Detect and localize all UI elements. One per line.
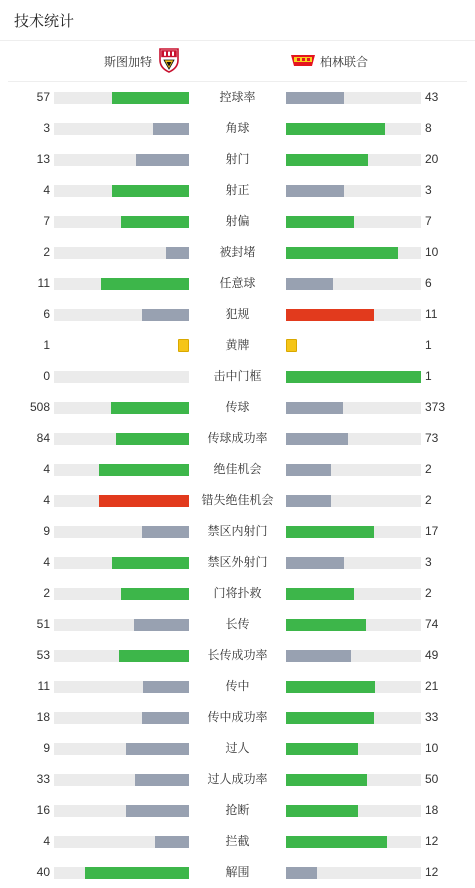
stat-label: 拦截 <box>225 834 250 848</box>
home-stat-bar-fill <box>142 712 189 724</box>
away-stat-value: 2 <box>425 586 432 600</box>
yellow-card-icon <box>286 339 297 352</box>
stat-row <box>0 547 475 578</box>
home-stat-bar-track <box>54 402 189 414</box>
home-stat-value: 84 <box>36 431 50 445</box>
stat-row <box>0 764 475 795</box>
home-stat-bar-track <box>54 185 189 197</box>
home-stat-value: 2 <box>43 586 50 600</box>
home-stat-bar-track <box>54 526 189 538</box>
away-stat-bar-fill <box>286 526 374 538</box>
away-stat-value: 1 <box>425 338 432 352</box>
home-stat-value: 40 <box>36 865 50 879</box>
away-stat-bar-track <box>286 681 421 693</box>
away-stat-bar-track <box>286 433 421 445</box>
away-stat-value: 7 <box>425 214 432 228</box>
stat-label: 任意球 <box>219 276 256 290</box>
stat-label: 过人成功率 <box>207 772 268 786</box>
away-stat-value: 17 <box>425 524 439 538</box>
home-stat-bar-track <box>54 92 189 104</box>
stat-label: 解围 <box>225 865 250 879</box>
home-stat-bar-fill <box>101 278 189 290</box>
home-stat-bar-fill <box>134 619 189 631</box>
home-stat-bar-fill <box>142 309 189 321</box>
away-stat-value: 2 <box>425 462 432 476</box>
home-stat-bar-fill <box>116 433 189 445</box>
away-stat-value: 3 <box>425 555 432 569</box>
home-stat-bar-fill <box>112 185 189 197</box>
away-stat-bar-track <box>286 92 421 104</box>
home-stat-value: 4 <box>43 462 50 476</box>
away-stat-value: 20 <box>425 152 439 166</box>
yellow-card-icon <box>178 339 189 352</box>
away-stat-bar-fill <box>286 836 387 848</box>
stat-row <box>0 454 475 485</box>
home-stat-bar-track <box>54 247 189 259</box>
stat-label: 射门 <box>225 152 250 166</box>
stat-row <box>0 268 475 299</box>
home-stat-bar-track <box>54 681 189 693</box>
away-stat-bar-fill <box>286 402 343 414</box>
away-stat-value: 33 <box>425 710 439 724</box>
stat-row <box>0 330 475 361</box>
home-stat-bar-fill <box>126 743 189 755</box>
stat-label: 禁区内射门 <box>207 524 268 538</box>
section-title: 技术统计 <box>14 12 75 30</box>
away-stat-bar-fill <box>286 588 354 600</box>
stat-row <box>0 702 475 733</box>
home-stat-value: 16 <box>36 803 50 817</box>
stat-label: 角球 <box>225 121 250 135</box>
home-stat-bar-fill <box>155 836 189 848</box>
home-stat-bar-fill <box>135 774 189 786</box>
stat-label: 错失绝佳机会 <box>201 493 274 507</box>
home-stat-value: 7 <box>43 214 50 228</box>
stat-label: 长传成功率 <box>207 648 268 662</box>
away-stat-bar-fill <box>286 681 375 693</box>
away-stat-bar-track <box>286 867 421 879</box>
away-stat-bar-track <box>286 309 421 321</box>
away-stat-value: 74 <box>425 617 439 631</box>
away-stat-bar-track <box>286 712 421 724</box>
away-stat-bar-fill <box>286 433 348 445</box>
away-stat-value: 50 <box>425 772 439 786</box>
away-stat-bar-track <box>286 650 421 662</box>
home-stat-value: 53 <box>36 648 50 662</box>
home-stat-bar-track <box>54 557 189 569</box>
home-stat-bar-fill <box>85 867 189 879</box>
home-stat-bar-track <box>54 278 189 290</box>
home-stat-bar-track <box>54 464 189 476</box>
away-team[interactable] <box>290 41 368 81</box>
home-stat-value: 18 <box>36 710 50 724</box>
away-stat-value: 43 <box>425 90 439 104</box>
away-stat-value: 2 <box>425 493 432 507</box>
stat-label: 被封堵 <box>219 245 256 259</box>
stat-label: 门将扑救 <box>213 586 262 600</box>
away-stat-bar-fill <box>286 92 344 104</box>
away-stat-bar-track <box>286 464 421 476</box>
home-stat-value: 57 <box>36 90 50 104</box>
away-stat-value: 10 <box>425 741 439 755</box>
stat-row <box>0 392 475 423</box>
away-stat-bar-track <box>286 216 421 228</box>
stat-row <box>0 671 475 702</box>
home-stat-bar-track <box>54 588 189 600</box>
away-stat-bar-fill <box>286 805 358 817</box>
home-stat-value: 9 <box>43 741 50 755</box>
away-stat-value: 1 <box>425 369 432 383</box>
away-stat-bar-track <box>286 836 421 848</box>
home-stat-bar-track <box>54 712 189 724</box>
home-stat-value: 4 <box>43 834 50 848</box>
away-stat-bar-fill <box>286 712 374 724</box>
away-stat-value: 21 <box>425 679 439 693</box>
away-stat-bar-fill <box>286 464 331 476</box>
home-stat-value: 4 <box>43 493 50 507</box>
stat-label: 传球成功率 <box>207 431 268 445</box>
stat-label: 控球率 <box>219 90 256 104</box>
stat-row <box>0 578 475 609</box>
home-stat-value: 9 <box>43 524 50 538</box>
stat-row <box>0 82 475 113</box>
stat-row <box>0 144 475 175</box>
stat-label: 射偏 <box>225 214 250 228</box>
away-stat-value: 18 <box>425 803 439 817</box>
away-team-name: 柏林联合 <box>320 54 369 69</box>
home-stat-value: 33 <box>36 772 50 786</box>
home-stat-bar-track <box>54 495 189 507</box>
home-stat-bar-fill <box>121 216 189 228</box>
away-stat-bar-track <box>286 278 421 290</box>
home-stat-bar-track <box>54 867 189 879</box>
away-stat-bar-track <box>286 247 421 259</box>
home-stat-bar-track <box>54 650 189 662</box>
home-stat-value: 11 <box>37 679 50 693</box>
stat-row <box>0 361 475 392</box>
stat-row <box>0 206 475 237</box>
stat-row <box>0 237 475 268</box>
home-stat-value: 4 <box>43 183 50 197</box>
home-stat-bar-fill <box>99 495 189 507</box>
home-stat-value: 13 <box>36 152 50 166</box>
stat-row <box>0 795 475 826</box>
away-stat-bar-track <box>286 371 421 383</box>
vfb-stuttgart-crest-icon <box>158 47 180 76</box>
away-stat-bar-fill <box>286 309 374 321</box>
home-stat-value: 51 <box>36 617 50 631</box>
home-stat-bar-fill <box>99 464 189 476</box>
home-stat-bar-track <box>54 371 189 383</box>
away-stat-bar-track <box>286 557 421 569</box>
home-stat-bar-fill <box>111 402 189 414</box>
stat-label: 黄牌 <box>225 338 250 352</box>
away-stat-bar-track <box>286 123 421 135</box>
home-stat-value: 3 <box>43 121 50 135</box>
away-stat-bar-fill <box>286 371 421 383</box>
away-stat-value: 12 <box>425 865 439 879</box>
home-stat-value: 1 <box>43 338 50 352</box>
home-stat-bar-fill <box>112 557 189 569</box>
home-stat-bar-track <box>54 805 189 817</box>
away-stat-bar-track <box>286 588 421 600</box>
away-stat-value: 10 <box>425 245 439 259</box>
away-stat-bar-track <box>286 743 421 755</box>
home-stat-bar-fill <box>119 650 189 662</box>
home-stat-bar-track <box>54 774 189 786</box>
away-stat-bar-fill <box>286 774 367 786</box>
home-stat-bar-fill <box>112 92 189 104</box>
home-stat-value: 6 <box>43 307 50 321</box>
stat-label: 禁区外射门 <box>207 555 268 569</box>
stat-label: 击中门框 <box>213 369 262 383</box>
away-stat-bar-fill <box>286 154 368 166</box>
away-stat-value: 8 <box>425 121 432 135</box>
away-stat-bar-track <box>286 526 421 538</box>
away-stat-bar-fill <box>286 619 366 631</box>
home-stat-value: 2 <box>43 245 50 259</box>
stat-label: 传中成功率 <box>207 710 268 724</box>
away-stat-bar-fill <box>286 557 344 569</box>
union-berlin-crest-icon <box>290 53 316 70</box>
away-stat-bar-track <box>286 154 421 166</box>
away-stat-bar-track <box>286 805 421 817</box>
away-stat-bar-fill <box>286 867 317 879</box>
away-stat-bar-track <box>286 619 421 631</box>
home-team[interactable] <box>104 41 180 81</box>
home-stat-bar-track <box>54 123 189 135</box>
stat-row <box>0 826 475 857</box>
away-stat-bar-fill <box>286 123 385 135</box>
away-stat-bar-fill <box>286 185 344 197</box>
home-stat-value: 11 <box>37 276 50 290</box>
away-stat-bar-fill <box>286 495 331 507</box>
home-team-name: 斯图加特 <box>103 54 152 69</box>
team-header <box>8 41 467 82</box>
away-stat-bar-track <box>286 774 421 786</box>
stat-row <box>0 609 475 640</box>
home-stat-bar-fill <box>142 526 189 538</box>
away-stat-bar-fill <box>286 278 333 290</box>
stat-row <box>0 113 475 144</box>
stat-row <box>0 640 475 671</box>
stats-list <box>0 82 475 888</box>
home-stat-bar-track <box>54 619 189 631</box>
home-stat-bar-fill <box>121 588 189 600</box>
section-header <box>0 0 475 41</box>
away-stat-bar-track <box>286 185 421 197</box>
home-stat-bar-fill <box>143 681 189 693</box>
away-stat-bar-track <box>286 402 421 414</box>
home-stat-bar-fill <box>126 805 189 817</box>
away-stat-bar-track <box>286 495 421 507</box>
home-stat-bar-track <box>54 743 189 755</box>
stat-row <box>0 485 475 516</box>
away-stat-bar-fill <box>286 216 354 228</box>
home-stat-value: 0 <box>43 369 50 383</box>
stat-label: 传球 <box>225 400 250 414</box>
away-stat-value: 11 <box>425 307 438 321</box>
stat-row <box>0 423 475 454</box>
home-stat-value: 508 <box>29 400 50 414</box>
stat-label: 长传 <box>225 617 250 631</box>
home-stat-bar-fill <box>166 247 189 259</box>
stat-label: 传中 <box>225 679 250 693</box>
away-stat-value: 49 <box>425 648 439 662</box>
stat-label: 犯规 <box>225 307 250 321</box>
away-stat-bar-fill <box>286 743 358 755</box>
stat-row <box>0 299 475 330</box>
home-stat-value: 4 <box>43 555 50 569</box>
away-stat-value: 73 <box>425 431 439 445</box>
home-stat-bar-track <box>54 154 189 166</box>
away-stat-bar-fill <box>286 650 351 662</box>
stat-row <box>0 733 475 764</box>
stat-row <box>0 175 475 206</box>
home-stat-bar-fill <box>153 123 189 135</box>
away-stat-value: 373 <box>425 400 446 414</box>
away-stat-bar-fill <box>286 247 398 259</box>
away-stat-value: 6 <box>425 276 432 290</box>
home-stat-bar-track <box>54 836 189 848</box>
away-stat-value: 12 <box>425 834 439 848</box>
stat-label: 抢断 <box>225 803 250 817</box>
stat-label: 绝佳机会 <box>213 462 262 476</box>
stat-row <box>0 857 475 888</box>
home-stat-bar-track <box>54 433 189 445</box>
home-stat-bar-track <box>54 216 189 228</box>
stat-label: 过人 <box>225 741 250 755</box>
away-stat-value: 3 <box>425 183 432 197</box>
stat-label: 射正 <box>225 183 250 197</box>
home-stat-bar-track <box>54 309 189 321</box>
home-stat-bar-fill <box>136 154 189 166</box>
stat-row <box>0 516 475 547</box>
